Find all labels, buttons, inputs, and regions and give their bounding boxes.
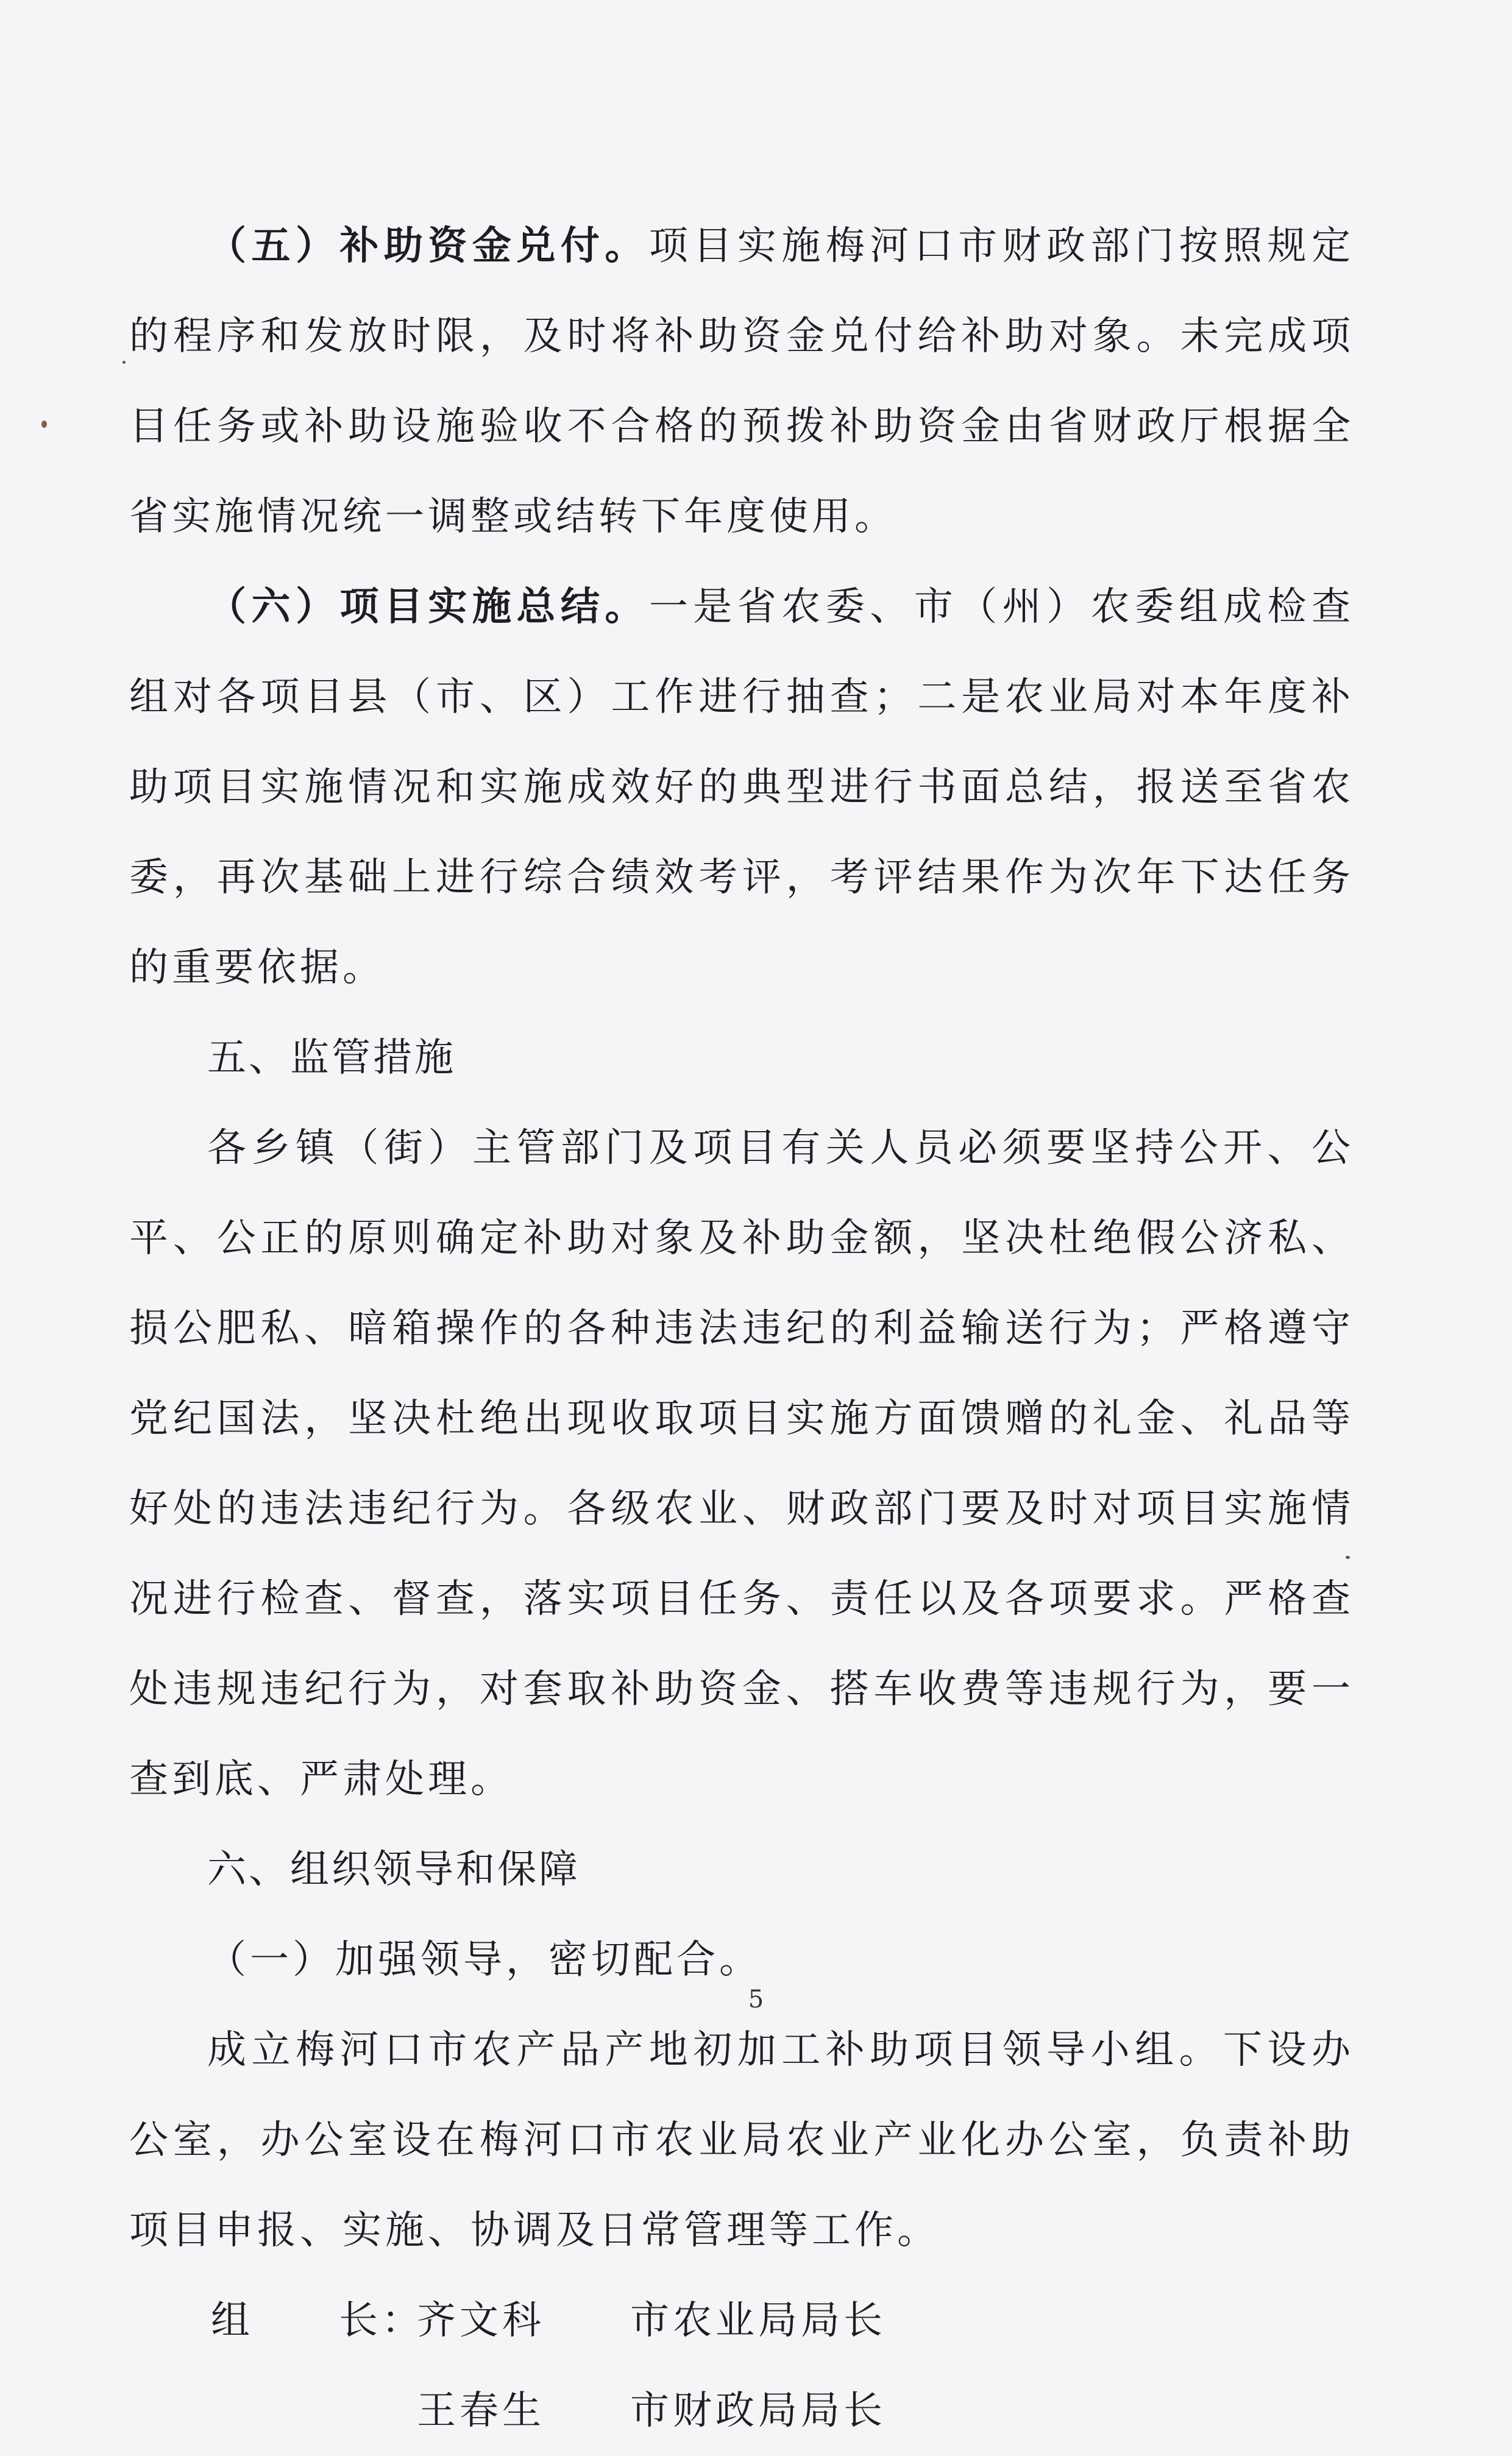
scan-speck [122, 361, 126, 364]
paragraph-lead: （六）项目实施总结。 [207, 584, 649, 630]
member-row [129, 2276, 1354, 2366]
section-heading-organization: 六、组织领导和保障 [207, 1847, 580, 1892]
paragraph-fund-payment [129, 201, 1354, 562]
paragraph-project-summary [129, 562, 1354, 1013]
paragraph-text: 一是省农委、市（州）农委组成检查组对各项目县（市、区）工作进行抽查；二是农业局对本年度补助项目实施情况和实施成效好的典型进行书面总结，报送至省农委，再次基础上进行综合绩效考评，考评结果作为次年下达任务的重要依据。 [129, 584, 1355, 990]
paragraph-lead: （五）补助资金兑付。 [207, 223, 649, 269]
scan-speck [1346, 1556, 1350, 1559]
member-name: 齐文科 [417, 2298, 545, 2343]
paragraph-text: 项目实施梅河口市财政部门按照规定的程序和发放时限，及时将补助资金兑付给补助对象。未完成项目任务或补助设施验收不合格的预拨补助资金由省财政厅根据全省实施情况统一调整或结转下年度使用。 [129, 224, 1355, 539]
member-role: 组 长： [211, 2298, 424, 2343]
member-title: 市财政局局长 [630, 2388, 886, 2433]
subheading-leadership: （一）加强领导，密切配合。 [207, 1937, 762, 1982]
member-title: 市农业局局长 [630, 2298, 886, 2343]
paragraph-supervision: 各乡镇（街）主管部门及项目有关人员必须要坚持公开、公平、公正的原则确定补助对象及补助金额，坚决杜绝假公济私、损公肥私、暗箱操作的各种违法违纪的利益输送行为；严格遵守党纪国法，坚决杜绝出现收取项目实施方面馈赠的礼金、礼品等好处的违法违纪行为。各级农业、财政部门要及时对项目实施情况进行检查、督查，落实项目任务、责任以及各项要求。严格查处违规违纪行为，对套取补助资金、搭车收费等违规行为，要一查到底、严肃处理。 [129, 1126, 1354, 1802]
member-row [129, 2366, 1354, 2456]
paragraph-leadership-group: 成立梅河口市农产品产地初加工补助项目领导小组。下设办公室，办公室设在梅河口市农业局农业产业化办公室，负责补助项目申报、实施、协调及日常管理等工作。 [129, 2028, 1354, 2253]
document-body [129, 201, 1354, 2456]
scan-speck [41, 421, 47, 428]
member-role [129, 2366, 417, 2456]
page-number: 5 [748, 1986, 764, 2014]
member-name: 王春生 [417, 2388, 545, 2433]
section-heading-supervision: 五、监管措施 [207, 1035, 456, 1081]
